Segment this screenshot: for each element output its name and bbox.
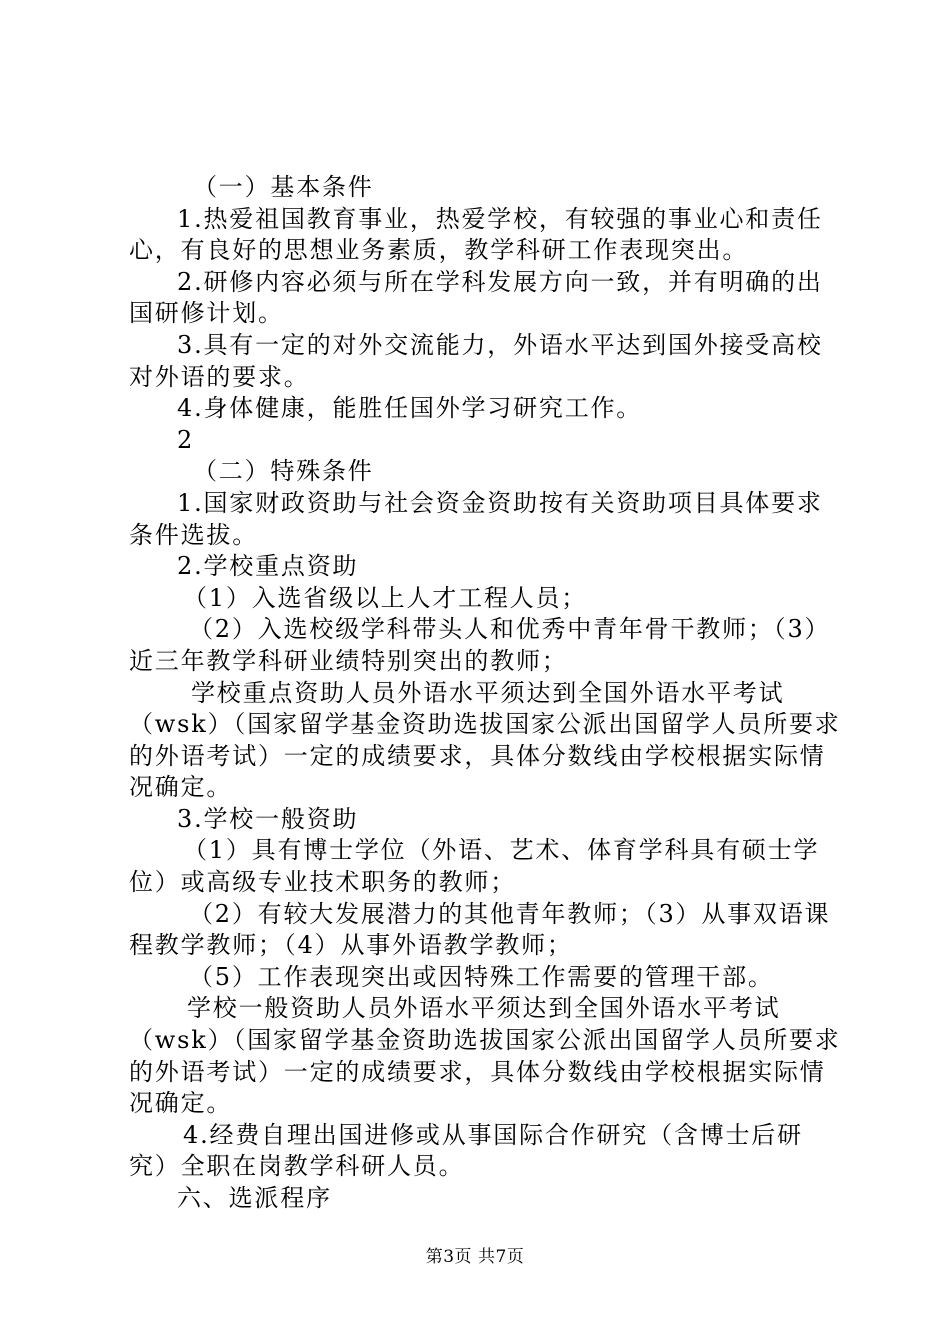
text-line: （1）具有博士学位（外语、艺术、体育学科具有硕士学 (183, 836, 820, 865)
text-line: （wsk）（国家留学基金资助选拔国家公派出国留学人员所要求 (129, 1026, 841, 1055)
text-line: （wsk）（国家留学基金资助选拔国家公派出国留学人员所要求 (129, 710, 841, 739)
text-line: （二）特殊条件 (193, 457, 374, 486)
text-line: 究）全职在岗教学科研人员。 (129, 1152, 465, 1181)
text-line: 位）或高级专业技术职务的教师； (129, 868, 516, 897)
text-line: （一）基本条件 (193, 173, 374, 201)
text-line: 国研修计划。 (129, 299, 284, 328)
text-line: 4.身体健康，能胜任国外学习研究工作。 (177, 394, 643, 423)
text-line: 的外语考试）一定的成绩要求，具体分数线由学校根据实际情 (129, 741, 826, 770)
text-line: 2.研修内容必须与所在学科发展方向一致，并有明确的出 (177, 267, 823, 296)
document-body (129, 172, 841, 1215)
text-line: （2）有较大发展潜力的其他青年教师；（3）从事双语课 (189, 899, 831, 928)
text-line: 心，有良好的思想业务素质，教学科研工作表现突出。 (129, 236, 749, 265)
text-line: 2.学校重点资助 (177, 552, 359, 581)
text-line: 4.经费自理出国进修或从事国际合作研究（含博士后研 (183, 1120, 803, 1149)
text-line: 况确定。 (129, 1089, 233, 1118)
text-line: （1）入选省级以上人才工程人员； (183, 583, 588, 612)
text-line: 3.学校一般资助 (177, 804, 359, 833)
page-footer: 第3页 共7页 (425, 1247, 525, 1267)
text-line: 3.具有一定的对外交流能力，外语水平达到国外接受高校 (177, 330, 823, 359)
text-line: 对外语的要求。 (129, 362, 310, 391)
text-line: 条件选拔。 (129, 520, 258, 549)
text-line: （5）工作表现突出或因特殊工作需要的管理干部。 (189, 962, 774, 991)
text-line: （2）入选校级学科带头人和优秀中青年骨干教师；（3） (189, 615, 831, 644)
text-line: 的外语考试）一定的成绩要求，具体分数线由学校根据实际情 (129, 1057, 826, 1086)
text-line: 六、选派程序 (177, 1184, 332, 1212)
text-line: 1.国家财政资助与社会资金资助按有关资助项目具体要求 (177, 488, 823, 517)
text-line: 程教学教师；（4）从事外语教学教师； (129, 931, 573, 960)
text-line: 2 (177, 425, 195, 454)
text-line: 1.热爱祖国教育事业，热爱学校，有较强的事业心和责任 (177, 204, 823, 233)
text-line: 学校重点资助人员外语水平须达到全国外语水平考试 (191, 678, 785, 707)
text-line: 学校一般资助人员外语水平须达到全国外语水平考试 (187, 994, 781, 1023)
text-line: 近三年教学科研业绩特别突出的教师； (129, 646, 568, 675)
text-line: 况确定。 (129, 773, 233, 802)
